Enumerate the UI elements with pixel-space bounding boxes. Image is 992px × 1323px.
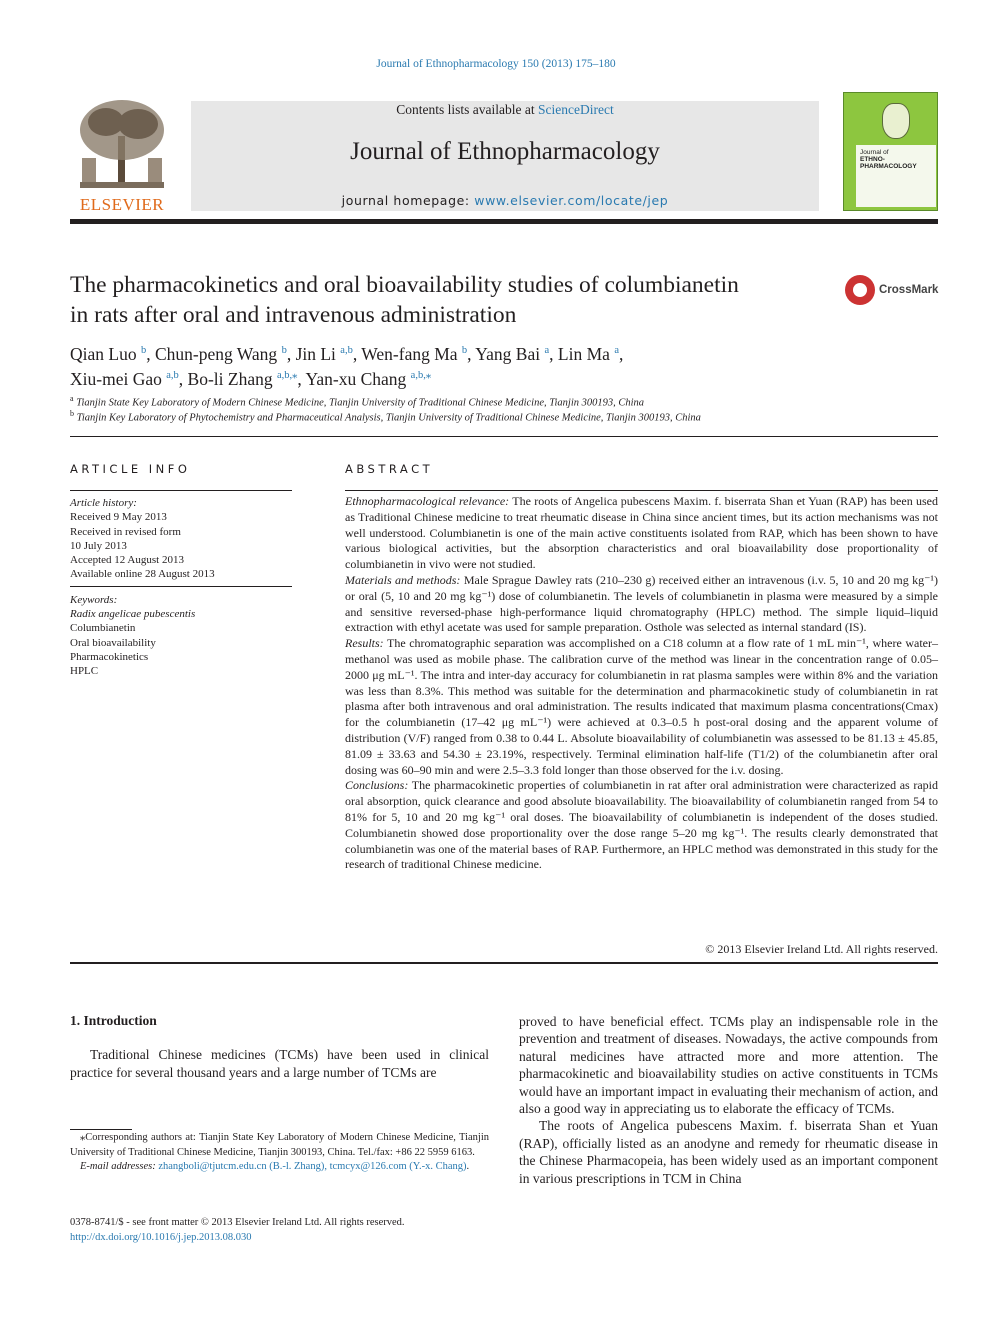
intro-paragraph: The roots of Angelica pubescens Maxim. f. biserrata Shan et Yuan (RAP), officially listed as an anodyne and remedy for rheumatic disease in the Chinese Pharmacopeia, has been widely used as an important component in various prescriptions in TCM in China <box>519 1118 938 1186</box>
header-rule <box>70 219 938 224</box>
title-line-2: in rats after oral and intravenous administration <box>70 302 517 328</box>
author-list <box>70 340 930 390</box>
cover-title-3: PHARMACOLOGY <box>860 163 917 170</box>
crossmark-icon <box>845 275 875 305</box>
keyword: Pharmacokinetics <box>70 650 149 663</box>
abstract-body <box>345 494 938 873</box>
front-matter: 0378-8741/$ - see front matter © 2013 Elsevier Ireland Ltd. All rights reserved. <box>70 1217 405 1228</box>
author-line-2: Xiu-mei Gao $^{a,b}$, Bo-li Zhang $^{a,b,⁎}$, Yan-xu Chang $^{a,b,⁎}$ <box>70 368 432 389</box>
email-end: . <box>466 1161 470 1172</box>
author[interactable]: Lin Ma <box>557 343 610 364</box>
author[interactable]: Qian Luo <box>70 343 137 364</box>
contents-line <box>191 102 819 118</box>
corresponding-footnote <box>70 1131 489 1175</box>
abstract-label: Ethnopharmacological relevance: <box>345 494 510 508</box>
author[interactable]: Xiu-mei Gao <box>70 368 162 389</box>
title-line-1: The pharmacokinetics and oral bioavailability studies of columbianetin <box>70 272 739 298</box>
author-sup[interactable]: a,b <box>340 345 353 356</box>
email-label: E-mail addresses: <box>80 1161 156 1172</box>
author[interactable]: Chun-peng Wang <box>154 343 278 364</box>
affiliation-a <box>70 394 644 409</box>
contents-prefix: Contents lists available at <box>396 102 538 117</box>
journal-homepage <box>191 193 819 208</box>
author-sup[interactable]: a <box>614 345 619 356</box>
crossmark-label: CrossMark <box>879 284 939 296</box>
history-revised-2: 10 July 2013 <box>70 539 127 552</box>
affiliation-mark: b <box>70 409 74 418</box>
affiliation-text: Tianjin Key Laboratory of Phytochemistry and Pharmaceutical Analysis, Tianjin University of Traditional Chinese Medicine, Tianjin 300193, China <box>76 412 701 424</box>
keyword: Radix angelicae pubescentis <box>70 608 196 621</box>
abstract-text: Male Sprague Dawley rats (210–230 g) received either an intravenous (i.v. 5, 10 and 20 mg kg⁻¹) or oral (5, 10 and 20 mg kg⁻¹) dose of columbianetin. The levels of columbianetin in plasma were measured by a simple and sensitive reversed-phase high-performance liquid chromatography (HPLC) method. The simple liquid–liquid extraction with ethyl acetate was used for sample preparation. Osthole was selected as internal standard (IS). <box>345 572 939 635</box>
sciencedirect-link[interactable]: ScienceDirect <box>538 102 614 117</box>
author-sup[interactable]: b <box>281 345 287 356</box>
abstract-label: Materials and methods: <box>345 572 461 587</box>
cover-mask-icon <box>882 103 910 139</box>
journal-title: Journal of Ethnopharmacology <box>350 138 660 165</box>
elsevier-tree-icon <box>70 96 174 192</box>
cover-title-1: Journal of <box>860 149 889 156</box>
email-link[interactable]: zhangboli@tjutcm.edu.cn (B.-l. Zhang), <box>158 1161 327 1172</box>
paper-title <box>70 270 830 330</box>
intro-paragraph-left: Traditional Chinese medicines (TCMs) have been used in clinical practice for several thousand years and a large number of TCMs are <box>70 1047 489 1080</box>
keywords-label: Keywords: <box>70 593 118 606</box>
abstract-label: Results: <box>345 636 384 651</box>
crossmark-badge[interactable] <box>845 275 938 305</box>
elsevier-logo[interactable] <box>70 96 174 212</box>
abstract-rule <box>345 490 938 491</box>
email-line <box>70 1160 489 1175</box>
author-sup[interactable]: a,b,⁎ <box>410 369 432 381</box>
keywords-divider <box>70 586 292 587</box>
author-line-1: Qian Luo $^b$, Chun-peng Wang $^b$, Jin Li $^{a,b}$, Wen-fang Ma $^b$, Yang Bai $^a$, Lin Ma $^a$, <box>70 343 624 364</box>
intro-column-right <box>519 1013 938 1187</box>
author-sup[interactable]: b <box>461 345 468 356</box>
article-info-rule <box>70 490 292 491</box>
abstract-relevance <box>345 494 938 573</box>
abstract-conclusions <box>345 778 938 873</box>
author-sup[interactable]: a,b <box>166 369 179 381</box>
author[interactable]: Bo-li Zhang <box>187 368 273 389</box>
author-sup[interactable]: a,b,⁎ <box>276 369 298 381</box>
abstract-text: The roots of Angelica pubescens Maxim. f. biserrata Shan et Yuan (RAP) has been used as Traditional Chinese medicine to treat rheumatic disease in China since ancient times, but its action mechanisms was not well understood. Columbianetin is one of the main active constituents isolated from RAP, which has been shown to have various biological activities, but the absorption characteristics and oral bioavailability dose proportionality of columbianetin in vivo were not studied. <box>345 494 938 572</box>
affiliation-b <box>70 409 701 424</box>
author-sup[interactable]: a <box>544 345 550 356</box>
issn-line <box>70 1216 489 1245</box>
author[interactable]: Yan-xu Chang <box>305 368 407 389</box>
doi-link[interactable]: http://dx.doi.org/10.1016/j.jep.2013.08.030 <box>70 1231 252 1243</box>
journal-citation[interactable]: Journal of Ethnopharmacology 150 (2013) 175–180 <box>376 58 616 70</box>
affiliation-text: Tianjin State Key Laboratory of Modern Chinese Medicine, Tianjin University of Traditional Chinese Medicine, Tianjin 300193, China <box>76 397 645 409</box>
email-link[interactable]: tcmcyx@126.com (Y.-x. Chang) <box>329 1161 467 1172</box>
history-received: Received 9 May 2013 <box>70 511 167 524</box>
homepage-link[interactable]: www.elsevier.com/locate/jep <box>474 193 669 208</box>
homepage-prefix: journal homepage: <box>341 193 475 208</box>
keyword: Columbianetin <box>70 622 136 635</box>
article-info <box>70 496 292 679</box>
abstract-label: Conclusions: <box>345 778 409 793</box>
abstract-end-rule <box>70 962 938 964</box>
journal-cover-thumbnail[interactable] <box>843 92 938 211</box>
cover-title <box>860 149 917 170</box>
abstract-text: The chromatographic separation was accomplished on a C18 column at a flow rate of 1 mL min⁻¹, where water–methanol was used as mobile phase. The calibration curve of the method was linear in the concentration range of 0.05–2000 μg mL⁻¹. The intra and inter-day accuracy for columbianetin in rat plasma samples were within 8% and the variation was less than 8.3%. This method was suitable for the determination and pharmacokinetic study of columbianetin in rat plasma after both intravenous and oral administration. The results indicated that maximum plasma concentrations(Cmax) for the columbianetin (17–42 μg mL⁻¹) were achieved at 0.3–0.5 h post-oral dosing and the apparent volume of distribution (V/F) ranged from 0.38 to 0.44 L. Absolute bioavailability of columbianetin was assessed to be 81.13 ± 45.85, 81.09 ± 33.63 and 54.30 ± 23.19%, respectively. Terminal elimination half-life (T1/2) of the columbianetin after oral dosing was 60–90 min and were 2.5–3.3 fold longer than those observed for the i.v. dosing. <box>345 636 938 777</box>
history-revised-1: Received in revised form <box>70 525 181 538</box>
author[interactable]: Wen-fang Ma <box>361 343 458 364</box>
keyword: Oral bioavailability <box>70 636 156 649</box>
cover-title-2: ETHNO- <box>860 156 885 163</box>
author-sup[interactable]: b <box>140 345 147 356</box>
author[interactable]: Yang Bai <box>475 343 541 364</box>
history-label: Article history: <box>70 497 137 509</box>
affiliation-rule <box>70 436 938 437</box>
abstract-results <box>345 636 938 778</box>
author[interactable]: Jin Li <box>295 343 336 364</box>
history-accepted: Accepted 12 August 2013 <box>70 554 184 567</box>
intro-paragraph: proved to have beneficial effect. TCMs play an indispensable role in the prevention and treatment of diseases. Nowadays, the active compounds from natural medicines have attracted more and more attention. The pharmacokinetic and bioavailability studies on active constituents in TCMs would have an important impact in evaluating their mechanism of action, and also a good way in appreciating us to elaborate the efficacy of TCMs. <box>519 1014 938 1117</box>
corresponding-text: ⁎Corresponding authors at: Tianjin State Key Laboratory of Modern Chinese Medicine, Tianjin University of Traditional Chinese Medicine, Tianjin 300193, China. Tel./fax: +86 22 5959 6163. <box>70 1132 489 1158</box>
keyword: HPLC <box>70 665 99 678</box>
abstract-heading: ABSTRACT <box>345 462 434 476</box>
elsevier-wordmark: ELSEVIER <box>79 195 165 214</box>
abstract-methods <box>345 573 938 636</box>
abstract-text: The pharmacokinetic properties of columbianetin in rat after oral administration were characterized as rapid oral absorption, quick clearance and good absolute bioavailability. The bioavailability of columbianetin ranged from 54 to 81% for 5, 10 and 20 mg kg⁻¹ oral doses. The bioavailability of columbianetin is independent of the doses studied. Columbianetin showed dose proportionality over the dose range 5–20 mg kg⁻¹. The results clearly demonstrated that columbianetin was one of the material bases of RAP. Furthermore, an HPLC method was demonstrated in this study for the research of traditional Chinese medicine. <box>345 778 938 872</box>
footnote-rule <box>70 1129 132 1130</box>
article-info-heading: ARTICLE INFO <box>70 462 191 476</box>
copyright-notice: © 2013 Elsevier Ireland Ltd. All rights reserved. <box>705 942 938 956</box>
history-online: Available online 28 August 2013 <box>70 568 215 581</box>
affiliation-mark: a <box>70 394 74 403</box>
section-heading-introduction: 1. Introduction <box>70 1013 157 1028</box>
